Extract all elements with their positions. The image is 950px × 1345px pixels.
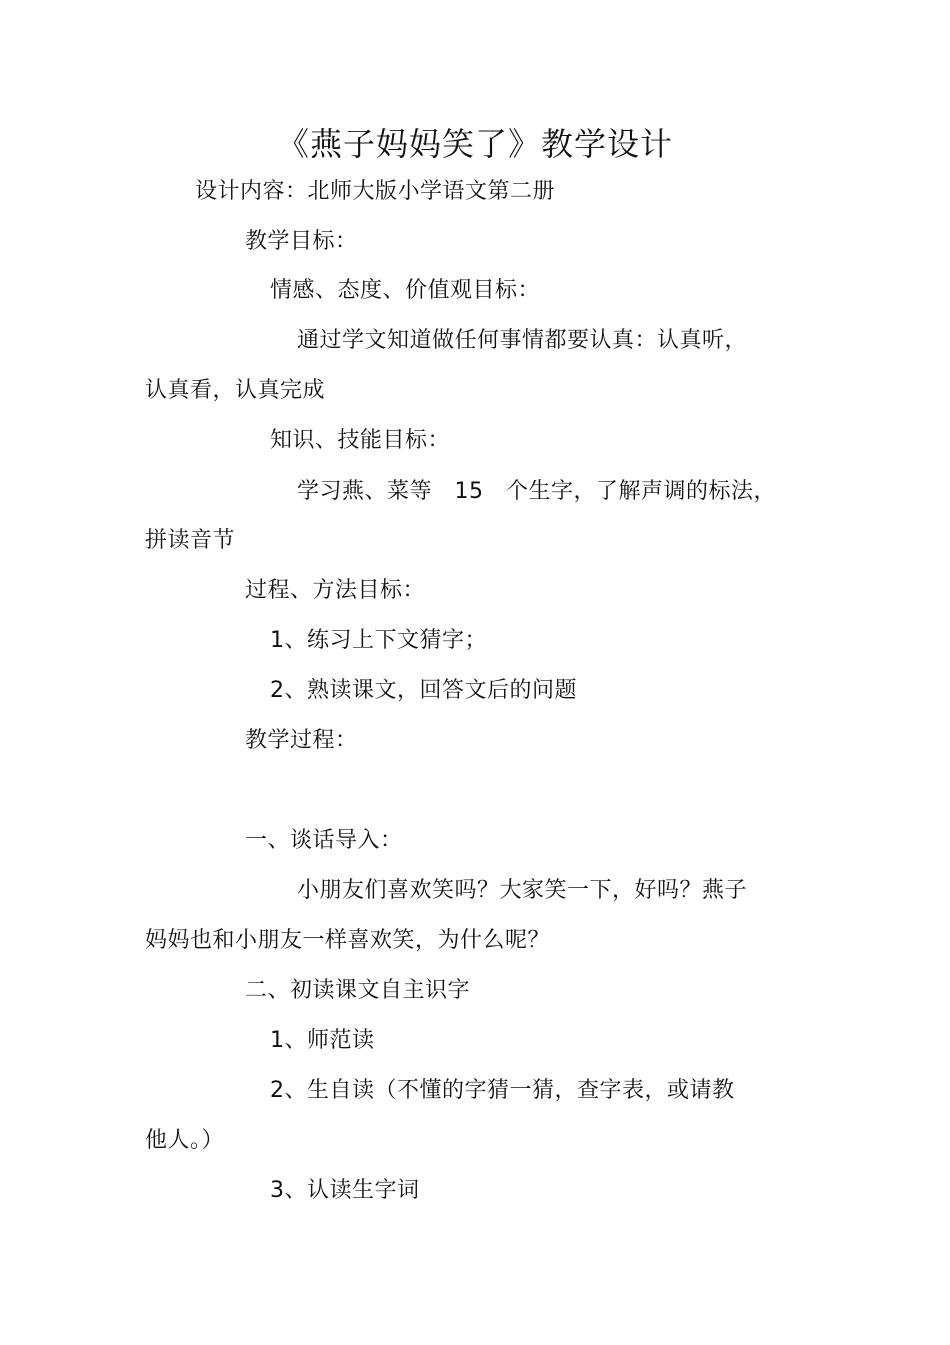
section-one-heading: 一、谈话导入： <box>245 828 403 853</box>
knowledge-goals-heading: 知识、技能目标： <box>270 428 451 453</box>
teaching-goals-heading: 教学目标： <box>245 229 358 254</box>
section-one-text-line-1: 小朋友们喜欢笑吗？大家笑一下，好吗？燕子 <box>297 878 748 903</box>
knowledge-goals-text-line-2: 拼读音节 <box>145 528 236 553</box>
section-two-heading: 二、初读课文自主识字 <box>245 978 471 1003</box>
section-two-item-3: 3、认读生字词 <box>270 1178 420 1203</box>
knowledge-goals-text-line-1: 学习燕、菜等 15 个生字，了解声调的标法， <box>297 479 776 504</box>
emotion-goals-text-line-2: 认真看，认真完成 <box>145 378 326 403</box>
design-content-line: 设计内容：北师大版小学语文第二册 <box>195 179 556 204</box>
emotion-goals-heading: 情感、态度、价值观目标： <box>270 278 541 303</box>
emotion-goals-text-line-1: 通过学文知道做任何事情都要认真：认真听， <box>297 328 748 353</box>
process-goals-heading: 过程、方法目标： <box>245 578 426 603</box>
section-one-text-line-2: 妈妈也和小朋友一样喜欢笑，为什么呢？ <box>145 928 551 953</box>
document-title: 《燕子妈妈笑了》教学设计 <box>276 125 673 163</box>
process-goal-item-2: 2、熟读课文，回答文后的问题 <box>270 678 577 703</box>
section-two-item-2-line-2: 他人。） <box>145 1128 225 1153</box>
process-goal-item-1: 1、练习上下文猜字； <box>270 628 487 653</box>
teaching-process-heading: 教学过程： <box>245 728 358 753</box>
section-two-item-1: 1、师范读 <box>270 1028 375 1053</box>
section-two-item-2-line-1: 2、生自读（不懂的字猜一猜，查字表，或请教 <box>270 1078 735 1103</box>
